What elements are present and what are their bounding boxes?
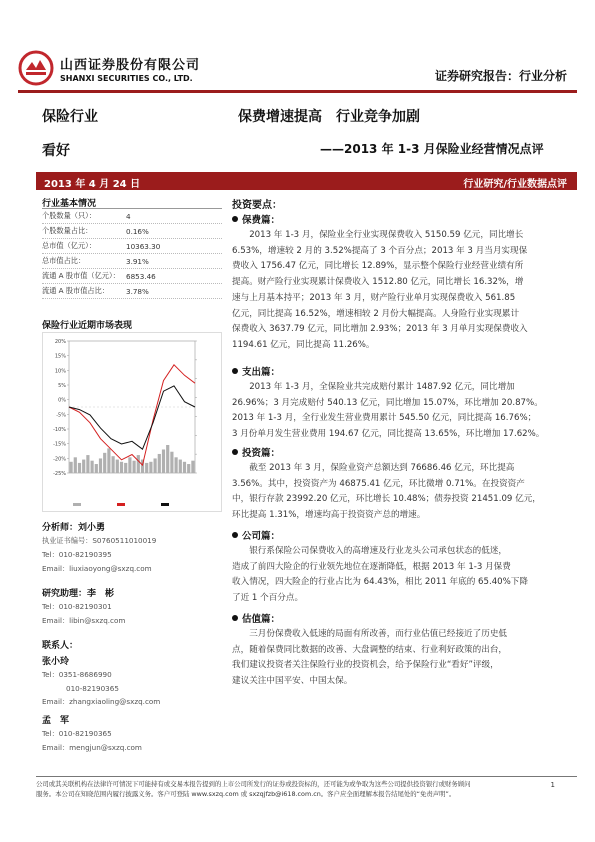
market-performance-chart <box>42 332 222 512</box>
row-value: 10363.30 <box>126 241 161 251</box>
paragraph-line: 我们建议投资者关注保险行业的投资机会，给予保险行业“看好”评级， <box>232 660 499 671</box>
volume-bar <box>95 464 98 473</box>
volume-bar <box>133 461 136 473</box>
industry-name: 保险行业 <box>42 109 98 125</box>
volume-bar <box>162 449 165 473</box>
paragraph-line: 三月份保费收入低速的局面有所改善，而行业估值已经接近了历史低 <box>232 629 508 639</box>
row-value: 4 <box>126 211 131 221</box>
volume-bar <box>99 458 102 473</box>
y-tick-label: -20% <box>53 456 66 463</box>
volume-bar <box>128 457 131 473</box>
section-expense-body <box>232 380 578 443</box>
volume-bar <box>166 445 169 473</box>
section-investment-body <box>232 461 578 524</box>
footer-line: 公司或其关联机构在法律许可情况下可能持有或交易本报告提到的上市公司所发行的证券或投资标的，还可能为或争取为这些公司提供投资银行或财务顾问 <box>36 780 471 788</box>
report-subtitle: ——2013 年 1-3 月保险业经营情况点评 <box>320 142 544 156</box>
analyst-tel: Tel：010-82190395 <box>42 550 112 559</box>
row-key: 总市值（亿元）： <box>42 241 96 250</box>
bullet-icon <box>232 532 238 538</box>
company-logo-icon <box>18 50 54 86</box>
volume-bar <box>78 463 81 473</box>
analyst-block <box>42 520 160 753</box>
table-row <box>42 284 222 299</box>
volume-bar <box>112 456 115 473</box>
bullet-icon <box>232 368 238 374</box>
volume-bar <box>70 462 73 473</box>
y-tick-label: -5% <box>56 412 66 419</box>
y-tick-label: 10% <box>54 368 66 375</box>
key-points-title: 投资要点： <box>232 200 282 211</box>
header-divider <box>18 90 577 93</box>
y-tick-label: 15% <box>54 353 66 360</box>
contact-name: 孟 军 <box>42 716 70 726</box>
y-tick-label: 20% <box>54 339 66 345</box>
volume-bar <box>149 462 152 473</box>
volume-bar <box>82 460 85 473</box>
report-type: 证券研究报告：行业分析 <box>434 69 567 83</box>
contact-label: 联系人： <box>42 641 79 651</box>
section-investment-head <box>232 445 280 459</box>
row-key: 流通 A 股市值（亿元）： <box>42 271 120 280</box>
y-tick-label: -25% <box>53 471 66 477</box>
row-key: 个股数量（只）： <box>42 211 96 220</box>
paragraph-line: 建议关注中国平安、中国太保。 <box>232 676 353 687</box>
volume-bar <box>179 460 182 473</box>
volume-bar <box>103 453 106 473</box>
volume-bar <box>137 455 140 473</box>
paragraph-line: 2013 年 1-3 月，全行业发生营业费用累计 545.50 亿元，同比提高 16.76%； <box>232 413 537 424</box>
analyst-name: 李 彬 <box>87 589 115 599</box>
paragraph-line: 3 月份单月发生营业费用 194.67 亿元，同比提高 13.65%，环比增加 17.62%。 <box>232 429 545 440</box>
volume-bar <box>145 463 148 473</box>
analyst-cert: 执业证书编号：S0760511010019 <box>42 536 157 545</box>
report-date: 2013 年 4 月 24 日 <box>44 179 141 190</box>
contact-email[interactable]: Email：zhangxiaoling@sxzq.com <box>42 697 161 706</box>
industry-rating: 看好 <box>42 143 70 159</box>
bullet-icon <box>232 449 238 455</box>
chart-title: 保险行业近期市场表现 <box>42 321 133 331</box>
paragraph-line: 收入情况，四大险企的行业占比为 64.43%，相比 2011 年底的 65.40%下降 <box>232 577 528 588</box>
section-heading: 估值篇： <box>242 614 281 625</box>
volume-bar <box>120 462 123 473</box>
bullet-icon <box>232 615 238 621</box>
y-tick-label: 5% <box>58 383 66 389</box>
row-value: 3.78% <box>126 286 149 296</box>
footer-line: 服务。本公司在知晓范围内履行披露义务。客户可登陆 www.sxzq.com 或 sxzqjfzb@i618.com.cn。客户应全面理解本报告结尾处的“免责声明”。 <box>36 790 456 798</box>
paragraph-line: 点，随着保费同比数据的改善、大盘调整的结束、行业利好政策的出台， <box>232 644 508 655</box>
analyst-label: 分析师： <box>42 523 79 533</box>
volume-bar <box>175 457 178 473</box>
section-valuation-head <box>232 611 280 625</box>
section-premium-head <box>232 212 280 226</box>
volume-bar <box>116 460 119 473</box>
legend-swatch <box>117 503 125 506</box>
row-value: 0.16% <box>126 226 149 236</box>
paragraph-line: 26.96%；3 月完成赔付 540.13 亿元，同比增加 15.07%，环比增加 20.87%。 <box>232 397 543 408</box>
y-tick-label: -15% <box>53 441 66 448</box>
legend-swatch <box>73 503 81 506</box>
paragraph-line: 2013 年 1-3 月，全保险业共完成赔付累计 1487.92 亿元，同比增加 <box>232 382 515 392</box>
company-logo <box>18 44 218 92</box>
footer-divider <box>36 776 577 777</box>
section-heading: 支出篇： <box>242 367 281 378</box>
section-expense-head <box>232 364 280 378</box>
table-row <box>42 239 222 254</box>
contact-tel: Tel：010-82190365 <box>42 729 112 738</box>
table-row <box>42 224 222 239</box>
paragraph-line: 环比提高 1.31%，增速均高于投资资产总的增速。 <box>232 510 426 521</box>
contact-tel: Tel：0351-8686990 <box>42 670 112 679</box>
row-key: 流通 A 股市值占比： <box>42 286 109 295</box>
volume-bar <box>191 461 194 473</box>
legend-swatch <box>161 503 169 506</box>
paragraph-line: 保费收入 3637.79 亿元，同比增加 2.93%；2013 年 3 月单月实现保费收入 <box>232 324 528 335</box>
analyst-tel: Tel：010-82190301 <box>42 602 112 611</box>
section-company-head <box>232 528 280 542</box>
volume-bar <box>187 464 190 473</box>
paragraph-line: 银行系保险公司保费收入的高增速及行业龙头公司承包状态的低迷， <box>232 546 508 556</box>
series-line <box>69 386 195 449</box>
company-name-en: SHANXI SECURITIES CO., LTD. <box>60 74 193 83</box>
plot-frame <box>69 341 195 473</box>
analyst-label: 研究助理： <box>42 589 88 599</box>
section-premium-body <box>232 228 578 354</box>
volume-bar <box>91 461 94 473</box>
section-heading: 保费篇： <box>242 215 281 226</box>
volume-bar <box>74 457 77 473</box>
paragraph-line: 了近 1 个百分点。 <box>232 593 304 604</box>
series-line <box>69 365 195 465</box>
analyst-email[interactable]: Email：libin@sxzq.com <box>42 616 126 625</box>
paragraph-line: 亿元，同比提高 16.52%，增速相较 2 月份大幅提高。人身险行业实现累计 <box>232 308 520 319</box>
row-value: 6853.46 <box>126 271 156 281</box>
row-value: 3.91% <box>126 256 149 266</box>
volume-bar <box>124 463 127 473</box>
page-number: 1 <box>550 781 555 789</box>
paragraph-line: 中，银行存款 23992.20 亿元，环比增长 10.48%；债券投资 21451.09 亿元， <box>232 494 541 505</box>
row-key: 总市值占比： <box>42 256 86 265</box>
analyst-1 <box>42 520 160 533</box>
company-name-cn: 山西证券股份有限公司 <box>60 58 201 73</box>
paragraph-line: 截至 2013 年 3 月，保险业资产总额达到 76686.46 亿元，环比提高 <box>232 463 515 473</box>
table-row <box>42 254 222 269</box>
table-row <box>42 209 222 224</box>
paragraph-line: 2013 年 1-3 月，保险业全行业实现保费收入 5150.59 亿元，同比增长 <box>232 230 524 240</box>
y-tick-label: 0% <box>58 397 66 404</box>
section-heading: 公司篇： <box>242 531 281 542</box>
paragraph-line: 造成了前四大险企的行业领先地位在逐渐降低，根据 2013 年 1-3 月保费 <box>232 561 511 572</box>
basic-info-table <box>42 208 222 299</box>
analyst-email[interactable]: Email：liuxiaoyong@sxzq.com <box>42 564 152 573</box>
section-heading: 投资篇： <box>242 448 281 459</box>
bullet-icon <box>232 216 238 222</box>
volume-bar <box>183 462 186 473</box>
volume-bar <box>154 458 157 473</box>
chart-svg <box>43 333 221 511</box>
analyst-2 <box>42 586 160 599</box>
volume-bar <box>86 455 89 473</box>
analyst-name: 刘小勇 <box>78 523 106 533</box>
paragraph-line: 费收入 1756.47 亿元，同比增长 12.89%，显示整个保险行业经营业绩有所 <box>232 261 524 272</box>
contact-tel: 010-82190365 <box>66 684 119 693</box>
paragraph-line: 1194.61 亿元，同比提高 11.26%。 <box>232 339 375 350</box>
volume-bar <box>170 452 173 473</box>
table-row <box>42 269 222 284</box>
paragraph-line: 6.53%，增速较 2 月的 3.52%提高了 3 个百分点；2013 年 3 月当月实现保 <box>232 245 528 256</box>
y-tick-label: -10% <box>53 427 66 433</box>
volume-bar <box>158 454 161 473</box>
contact-email[interactable]: Email：mengjun@sxzq.com <box>42 743 142 752</box>
paragraph-line: 速与上月基本持平；2013 年 3 月，财产险行业单月实现保费收入 561.85 <box>232 292 516 303</box>
paragraph-line: 3.56%。其中，投资资产为 46875.41 亿元，环比微增 0.71%。在投资资产 <box>232 478 525 489</box>
row-key: 个股数量占比： <box>42 226 93 235</box>
paragraph-line: 提高。财产险行业实现累计保费收入 1512.80 亿元，同比增长 16.32%，增 <box>232 277 524 288</box>
contact-name: 张小玲 <box>42 657 70 667</box>
section-valuation-body <box>232 627 578 690</box>
section-company-body <box>232 544 578 607</box>
report-title: 保费增速提高 行业竞争加剧 <box>238 109 420 125</box>
volume-bar <box>107 448 110 473</box>
footer-disclaimer <box>36 779 577 799</box>
basic-info-title: 行业基本情况 <box>42 199 97 209</box>
report-category: 行业研究/行业数据点评 <box>463 179 567 190</box>
